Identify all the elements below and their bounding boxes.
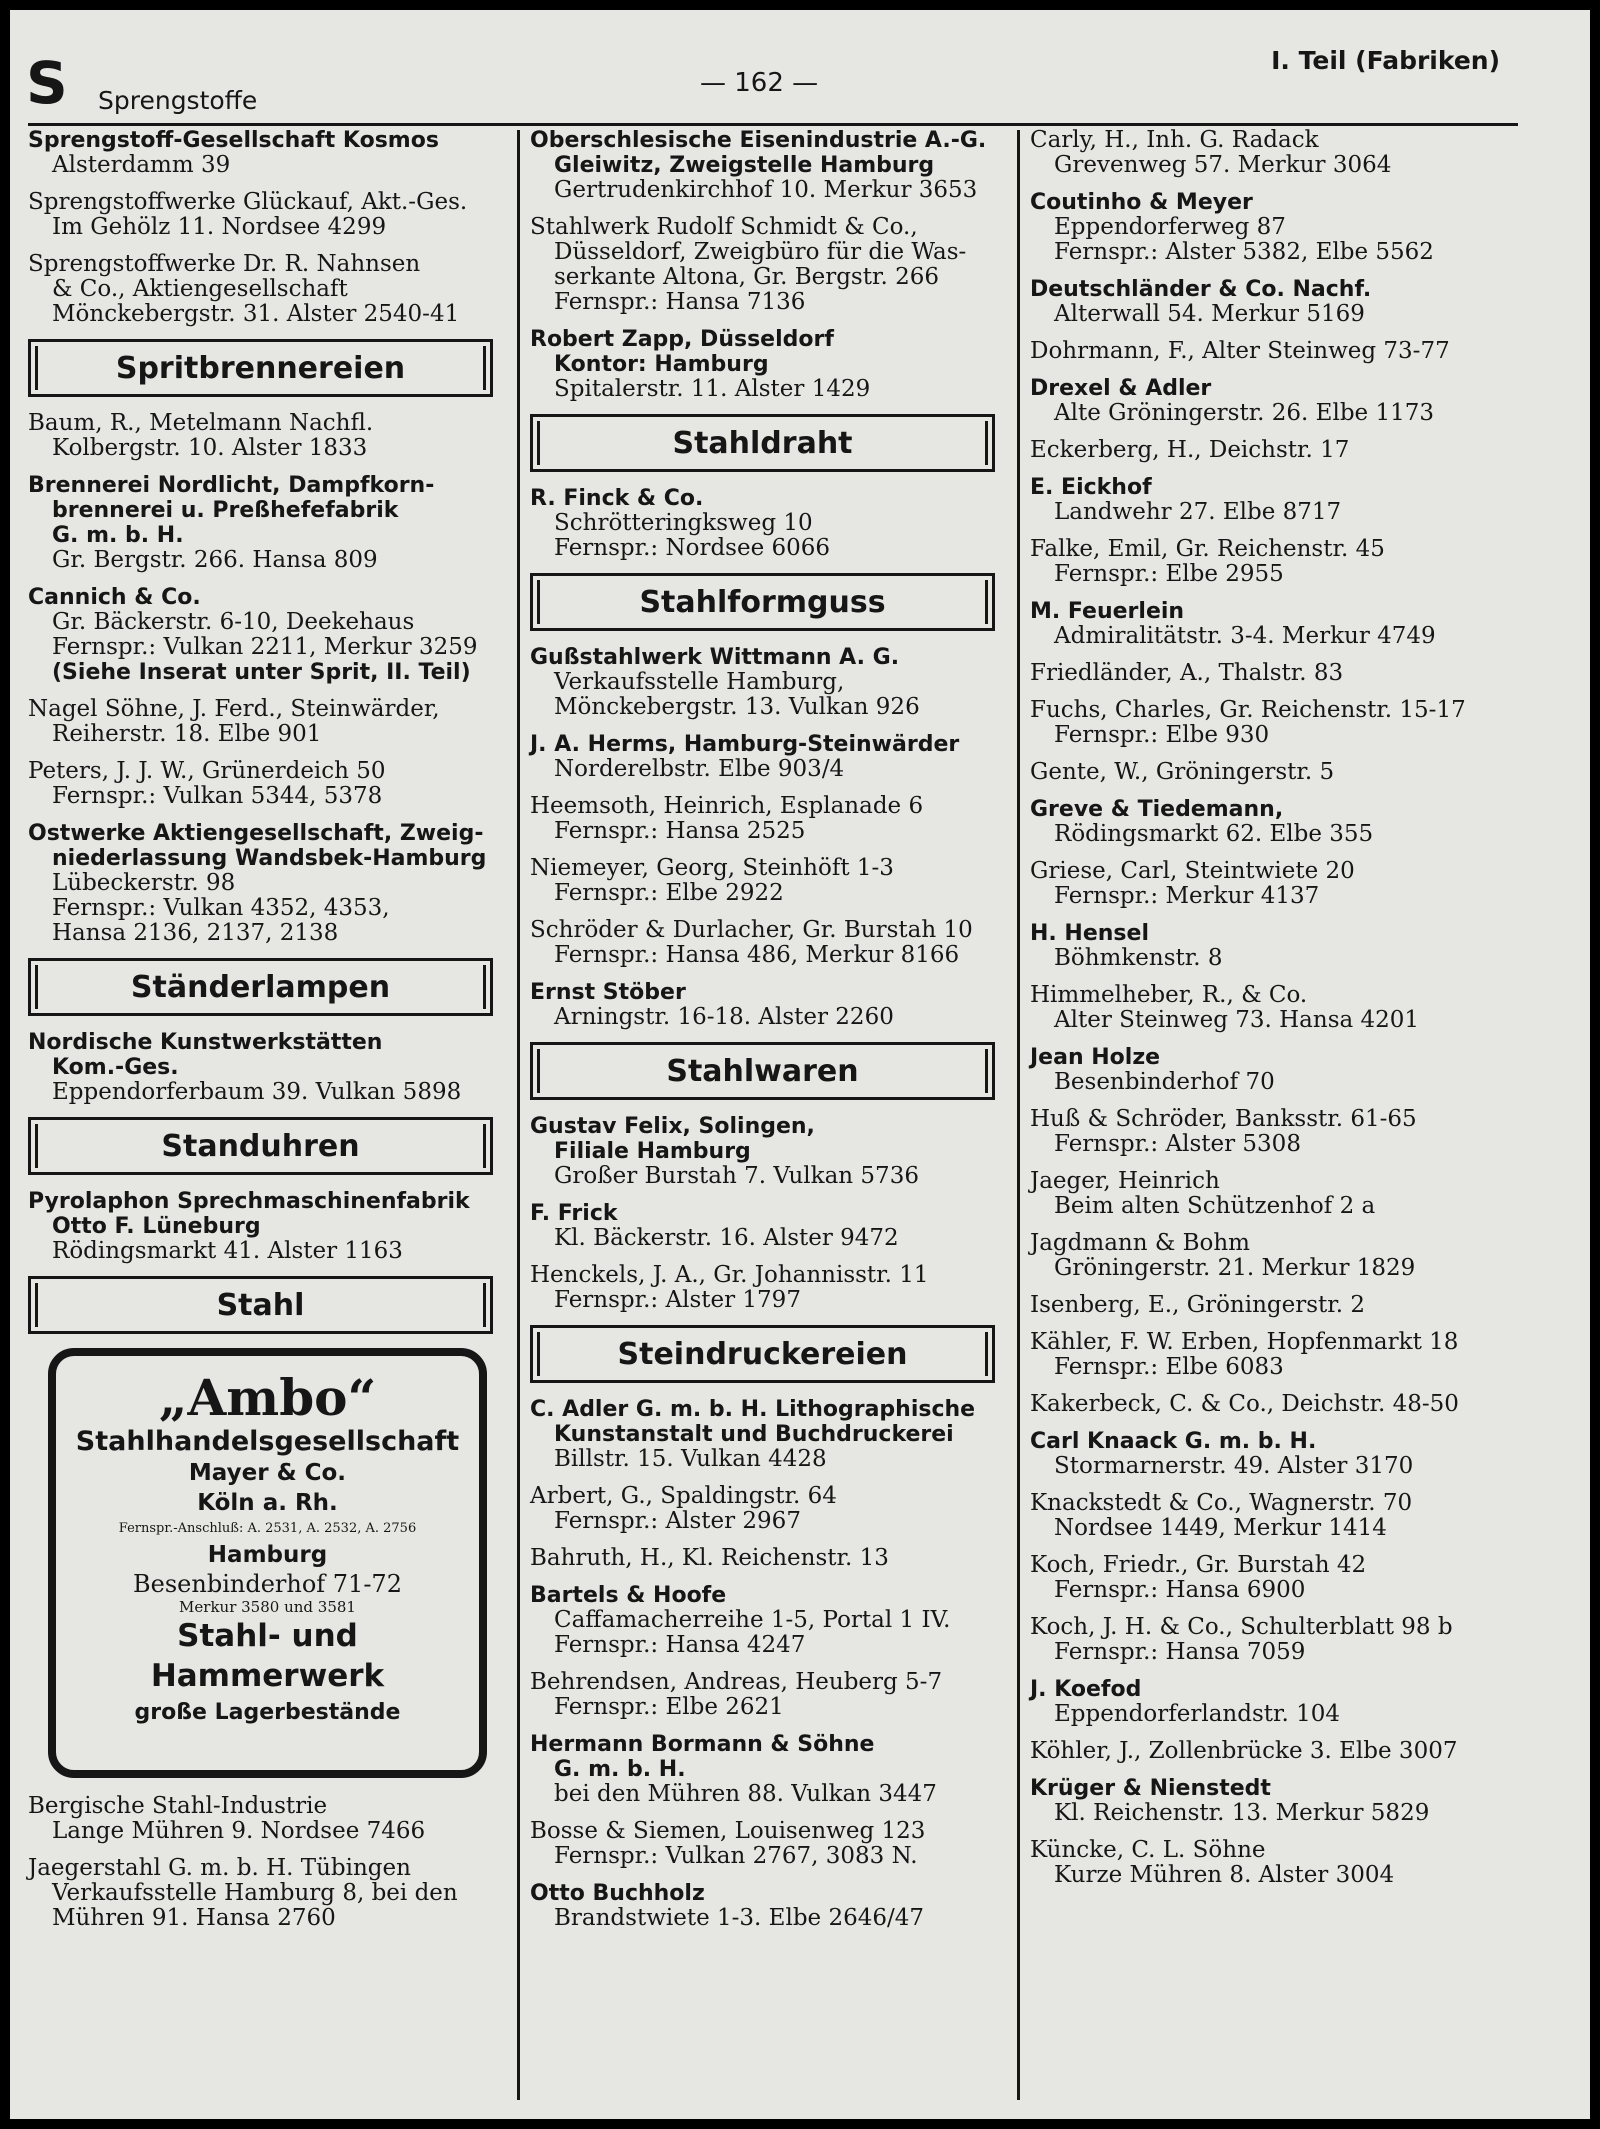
entry-detail: & Co., Aktiengesellschaft [52,276,348,302]
entry-detail: Mühren 91. Hansa 2760 [52,1905,336,1931]
entry-name: Friedländer, A., Thalstr. 83 [1030,660,1344,686]
directory-entry [530,1263,1005,1313]
entry-name: Pyrolaphon Sprechmaschinenfabrik [28,1189,470,1214]
entry-detail: Filiale Hamburg [554,1139,751,1164]
entry-name: Nagel Söhne, J. Ferd., Steinwärder, [28,696,440,722]
entry-detail: G. m. b. H. [554,1757,686,1782]
entry-name: Knackstedt & Co., Wagnerstr. 70 [1030,1490,1413,1516]
ad-owner: Mayer & Co. [188,1460,347,1486]
entry-name: Cannich & Co. [28,585,201,610]
directory-entry [1030,128,1505,178]
entry-detail: Gröningerstr. 21. Merkur 1829 [1054,1255,1416,1281]
entry-name: Bosse & Siemen, Louisenweg 123 [530,1818,926,1844]
directory-entry [1030,190,1505,265]
entry-name: Jagdmann & Bohm [1030,1230,1250,1256]
entry-name: Drexel & Adler [1030,376,1212,401]
directory-entry [1030,1739,1505,1764]
entry-name: Fuchs, Charles, Gr. Reichenstr. 15-17 [1030,697,1466,723]
directory-entry [1030,1169,1505,1219]
entry-detail: Alsterdamm 39 [52,152,231,178]
entry-detail: Fernspr.: Hansa 7136 [554,289,806,315]
directory-entry [530,1670,1005,1720]
entry-name: J. Koefod [1030,1677,1142,1702]
ad-headline: Stahl- und [177,1618,358,1654]
entry-name: Behrendsen, Andreas, Heuberg 5-7 [530,1669,943,1695]
entry-name: Peters, J. J. W., Grünerdeich 50 [28,758,386,784]
entry-name: Carly, H., Inh. G. Radack [1030,127,1319,153]
entry-detail: Düsseldorf, Zweigbüro für die Was- [554,239,967,265]
section-initial: S [26,49,68,117]
directory-entry [530,1819,1005,1869]
ad-brand: „Ambo“ [158,1368,377,1427]
entry-name: Stahlwerk Rudolf Schmidt & Co., [530,214,918,240]
directory-entry [1030,1429,1505,1479]
ad-tagline: große Lagerbestände [134,1700,401,1725]
directory-entry [530,856,1005,906]
entry-detail: Grevenweg 57. Merkur 3064 [1054,152,1392,178]
entry-detail: Spitalerstr. 11. Alster 1429 [554,376,871,402]
directory-entry [1030,537,1505,587]
directory-entry [530,128,1005,203]
entry-name: Isenberg, E., Gröningerstr. 2 [1030,1292,1366,1318]
directory-entry [1030,1330,1505,1380]
directory-entry [1030,1677,1505,1727]
entry-name: Falke, Emil, Gr. Reichenstr. 45 [1030,536,1385,562]
column-3 [1030,128,1505,2108]
entry-name: Sprengstoffwerke Dr. R. Nahnsen [28,251,421,277]
entry-name: E. Eickhof [1030,475,1152,500]
entry-detail: Schrötteringksweg 10 [554,510,813,536]
entry-name: Henckels, J. A., Gr. Johannisstr. 11 [530,1262,929,1288]
column-2 [530,128,1005,2108]
directory-entry [1030,983,1505,1033]
entry-detail: Landwehr 27. Elbe 8717 [1054,499,1342,525]
entry-detail: Eppendorferlandstr. 104 [1054,1701,1340,1727]
entry-name: Koch, Friedr., Gr. Burstah 42 [1030,1552,1367,1578]
directory-entry [28,411,503,461]
entry-name: Otto Buchholz [530,1881,705,1906]
entry-detail: Fernspr.: Alster 2967 [554,1508,801,1534]
ad-headline: Hammerwerk [150,1658,385,1694]
directory-entry [1030,475,1505,525]
entry-detail: Kurze Mühren 8. Alster 3004 [1054,1862,1395,1888]
entry-detail: Lange Mühren 9. Nordsee 7466 [52,1818,426,1844]
entry-detail: Stormarnerstr. 49. Alster 3170 [1054,1453,1414,1479]
directory-entry [530,980,1005,1030]
entry-name: Himmelheber, R., & Co. [1030,982,1308,1008]
directory-entry [530,645,1005,720]
entry-detail: brennerei u. Preßhefefabrik [52,498,399,523]
header-rule [28,123,1518,126]
entry-detail: Im Gehölz 11. Nordsee 4299 [52,214,387,240]
ad-company: Stahlhandelsgesellschaft [75,1426,460,1457]
directory-entry [1030,760,1505,785]
directory-entry [1030,1776,1505,1826]
entry-detail: Fernspr.: Vulkan 2767, 3083 N. [554,1843,918,1869]
directory-entry [1030,1231,1505,1281]
entry-name: Gustav Felix, Solingen, [530,1114,815,1139]
entry-detail: Rödingsmarkt 62. Elbe 355 [1054,821,1374,847]
entry-detail: Kl. Reichenstr. 13. Merkur 5829 [1054,1800,1430,1826]
entry-detail: Fernspr.: Elbe 2922 [554,880,784,906]
entry-detail: Fernspr.: Elbe 930 [1054,722,1270,748]
entry-name: F. Frick [530,1201,618,1226]
directory-entry [1030,1615,1505,1665]
directory-entry [1030,661,1505,686]
directory-entry [1030,1838,1505,1888]
entry-detail: Nordsee 1449, Merkur 1414 [1054,1515,1387,1541]
entry-detail: Fernspr.: Elbe 2621 [554,1694,784,1720]
entry-detail: Besenbinderhof 70 [1054,1069,1275,1095]
ad-branch-phone: Merkur 3580 und 3581 [179,1598,356,1616]
entry-detail: Gr. Bäckerstr. 6-10, Deekehaus [52,609,415,635]
column-divider [517,130,520,2100]
entry-name: Sprengstoffwerke Glückauf, Akt.-Ges. [28,189,468,215]
entry-name: J. A. Herms, Hamburg-Steinwärder [530,732,960,757]
entry-detail: Otto F. Lüneburg [52,1214,261,1239]
ad-address: Besenbinderhof 71-72 [133,1570,402,1598]
category-heading: Steindruckereien [530,1325,995,1383]
directory-entry [530,794,1005,844]
directory-entry [28,1856,503,1931]
directory-entry [1030,1107,1505,1157]
entry-name: Ostwerke Aktiengesellschaft, Zweig- [28,821,484,846]
entry-detail: Kunstanstalt und Buchdruckerei [554,1422,954,1447]
entry-detail: Norderelbstr. Elbe 903/4 [554,756,845,782]
entry-name: Robert Zapp, Düsseldorf [530,327,834,352]
entry-name: Schröder & Durlacher, Gr. Burstah 10 [530,917,973,943]
directory-entry [28,697,503,747]
directory-entry [1030,599,1505,649]
directory-entry [1030,859,1505,909]
entry-detail: Reiherstr. 18. Elbe 901 [52,721,322,747]
entry-detail: Gertrudenkirchhof 10. Merkur 3653 [554,177,978,203]
directory-entry [28,473,503,573]
entry-detail: Großer Burstah 7. Vulkan 5736 [554,1163,919,1189]
directory-page [10,10,1590,2119]
category-heading: Stahldraht [530,414,995,472]
directory-entry [530,1546,1005,1571]
entry-detail: Gleiwitz, Zweigstelle Hamburg [554,153,935,178]
directory-entry [1030,1293,1505,1318]
entry-detail: Verkaufsstelle Hamburg 8, bei den [52,1880,458,1906]
entry-detail: Mönckebergstr. 31. Alster 2540-41 [52,301,460,327]
entry-detail: Kom.-Ges. [52,1055,179,1080]
entry-name: Ernst Stöber [530,980,686,1005]
entry-name: Bahruth, H., Kl. Reichenstr. 13 [530,1545,889,1571]
ad-phone: Fernspr.-Anschluß: A. 2531, A. 2532, A. 2756 [118,1521,417,1536]
entry-detail: Fernspr.: Alster 5308 [1054,1131,1301,1157]
entry-detail: Beim alten Schützenhof 2 a [1054,1193,1376,1219]
entry-name: H. Hensel [1030,921,1149,946]
entry-name: C. Adler G. m. b. H. Lithographische [530,1397,976,1422]
directory-entry [530,215,1005,315]
entry-name: Oberschlesische Eisenindustrie A.-G. [530,128,987,153]
directory-entry [28,1030,503,1105]
entry-detail: Fernspr.: Hansa 2525 [554,818,806,844]
entry-name: Jaeger, Heinrich [1030,1168,1220,1194]
directory-entry [28,252,503,327]
directory-entry [530,1114,1005,1189]
category-heading: Stahl [28,1276,493,1334]
directory-entry [530,732,1005,782]
entry-detail: Fernspr.: Alster 1797 [554,1287,801,1313]
category-heading: Stahlformguss [530,573,995,631]
entry-detail: Fernspr.: Vulkan 4352, 4353, [52,895,390,921]
directory-entry [1030,921,1505,971]
entry-detail: Fernspr.: Hansa 6900 [1054,1577,1306,1603]
directory-entry [530,1881,1005,1931]
entry-name: Gente, W., Gröningerstr. 5 [1030,759,1335,785]
entry-detail: Lübeckerstr. 98 [52,870,236,896]
entry-name: Coutinho & Meyer [1030,190,1253,215]
page-number: — 162 — [700,68,819,98]
entry-detail: Eppendorferbaum 39. Vulkan 5898 [52,1079,462,1105]
directory-entry [28,1189,503,1264]
directory-entry [530,1732,1005,1807]
entry-name: Gußstahlwerk Wittmann A. G. [530,645,900,670]
entry-detail: Mönckebergstr. 13. Vulkan 926 [554,694,920,720]
entry-name: Jaegerstahl G. m. b. H. Tübingen [28,1855,411,1881]
entry-detail: Fernspr.: Vulkan 5344, 5378 [52,783,383,809]
directory-entry [28,759,503,809]
entry-detail: Fernspr.: Merkur 4137 [1054,883,1320,909]
entry-name: Jean Holze [1030,1045,1161,1070]
entry-name: Krüger & Nienstedt [1030,1776,1271,1801]
entry-detail: Caffamacherreihe 1-5, Portal 1 IV. [554,1607,951,1633]
entry-detail: Gr. Bergstr. 266. Hansa 809 [52,547,378,573]
directory-entry [530,1583,1005,1658]
directory-entry [1030,438,1505,463]
directory-entry [1030,339,1505,364]
entry-name: Baum, R., Metelmann Nachfl. [28,410,374,436]
entry-name: Heemsoth, Heinrich, Esplanade 6 [530,793,924,819]
entry-name: Nordische Kunstwerkstätten [28,1030,383,1055]
entry-name: Niemeyer, Georg, Steinhöft 1-3 [530,855,894,881]
ad-city: Köln a. Rh. [197,1490,338,1516]
entry-detail: serkante Altona, Gr. Bergstr. 266 [554,264,939,290]
entry-detail: Admiralitätstr. 3-4. Merkur 4749 [1054,623,1436,649]
entry-name: M. Feuerlein [1030,599,1185,624]
entry-detail: Fernspr.: Hansa 4247 [554,1632,806,1658]
entry-name: Eckerberg, H., Deichstr. 17 [1030,437,1350,463]
entry-name: Brennerei Nordlicht, Dampfkorn- [28,473,435,498]
entry-detail: Alte Gröningerstr. 26. Elbe 1173 [1054,400,1435,426]
directory-entry [1030,277,1505,327]
ad-branch: Hamburg [207,1542,328,1568]
entry-name: Küncke, C. L. Söhne [1030,1837,1266,1863]
entry-detail: Eppendorferweg 87 [1054,214,1286,240]
entry-detail: Fernspr.: Elbe 6083 [1054,1354,1284,1380]
entry-detail: Arningstr. 16-18. Alster 2260 [554,1004,894,1030]
entry-name: Köhler, J., Zollenbrücke 3. Elbe 3007 [1030,1738,1458,1764]
entry-detail: Kl. Bäckerstr. 16. Alster 9472 [554,1225,899,1251]
entry-name: Bergische Stahl-Industrie [28,1793,328,1819]
entry-name: Kakerbeck, C. & Co., Deichstr. 48-50 [1030,1391,1459,1417]
column-divider [1017,130,1020,2100]
entry-name: Sprengstoff-Gesellschaft Kosmos [28,128,439,153]
entry-detail: Fernspr.: Nordsee 6066 [554,535,831,561]
entry-detail: Fernspr.: Hansa 486, Merkur 8166 [554,942,960,968]
entry-detail: Fernspr.: Alster 5382, Elbe 5562 [1054,239,1434,265]
entry-name: R. Finck & Co. [530,486,704,511]
directory-entry [1030,1553,1505,1603]
entry-detail: (Siehe Inserat unter Sprit, II. Teil) [52,660,471,685]
entry-detail: Billstr. 15. Vulkan 4428 [554,1446,827,1472]
entry-detail: Rödingsmarkt 41. Alster 1163 [52,1238,403,1264]
entry-name: Carl Knaack G. m. b. H. [1030,1429,1317,1454]
category-heading: Standuhren [28,1117,493,1175]
entry-name: Dohrmann, F., Alter Steinweg 73-77 [1030,338,1450,364]
entry-detail: Brandstwiete 1-3. Elbe 2646/47 [554,1905,925,1931]
directory-entry [530,327,1005,402]
entry-detail: bei den Mühren 88. Vulkan 3447 [554,1781,937,1807]
entry-detail: Hansa 2136, 2137, 2138 [52,920,339,946]
directory-entry [1030,797,1505,847]
entry-name: Kähler, F. W. Erben, Hopfenmarkt 18 [1030,1329,1459,1355]
entry-detail: G. m. b. H. [52,523,184,548]
entry-name: Koch, J. H. & Co., Schulterblatt 98 b [1030,1614,1453,1640]
entry-detail: Verkaufsstelle Hamburg, [554,669,845,695]
entry-detail: Fernspr.: Hansa 7059 [1054,1639,1306,1665]
directory-entry [530,1484,1005,1534]
directory-entry [1030,1045,1505,1095]
entry-detail: Böhmkenstr. 8 [1054,945,1223,971]
directory-entry [1030,698,1505,748]
entry-name: Huß & Schröder, Banksstr. 61-65 [1030,1106,1417,1132]
entry-name: Deutschländer & Co. Nachf. [1030,277,1372,302]
entry-detail: niederlassung Wandsbek-Hamburg [52,846,487,871]
entry-detail: Fernspr.: Vulkan 2211, Merkur 3259 [52,634,478,660]
directory-entry [1030,1392,1505,1417]
entry-name: Bartels & Hoofe [530,1583,727,1608]
directory-entry [1030,376,1505,426]
entry-name: Hermann Bormann & Söhne [530,1732,875,1757]
entry-detail: Fernspr.: Elbe 2955 [1054,561,1284,587]
category-heading: Ständerlampen [28,958,493,1016]
column-1 [28,128,503,2108]
entry-name: Greve & Tiedemann, [1030,797,1284,822]
category-heading: Stahlwaren [530,1042,995,1100]
directory-entry [1030,1491,1505,1541]
part-label: I. Teil (Fabriken) [1271,46,1500,75]
directory-entry [28,1794,503,1844]
entry-detail: Kontor: Hamburg [554,352,769,377]
entry-name: Arbert, G., Spaldingstr. 64 [530,1483,837,1509]
directory-entry [530,486,1005,561]
directory-entry [530,1201,1005,1251]
entry-detail: Kolbergstr. 10. Alster 1833 [52,435,368,461]
page-header [10,10,1590,115]
directory-entry [28,585,503,685]
directory-entry [28,821,503,946]
directory-entry [530,1397,1005,1472]
directory-entry [28,190,503,240]
entry-detail: Alterwall 54. Merkur 5169 [1054,301,1365,327]
entry-name: Griese, Carl, Steintwiete 20 [1030,858,1355,884]
category-heading: Spritbrennereien [28,339,493,397]
ambo-advertisement [48,1348,487,1778]
directory-entry [28,128,503,178]
section-title: Sprengstoffe [98,86,258,115]
entry-detail: Alter Steinweg 73. Hansa 4201 [1054,1007,1420,1033]
directory-entry [530,918,1005,968]
